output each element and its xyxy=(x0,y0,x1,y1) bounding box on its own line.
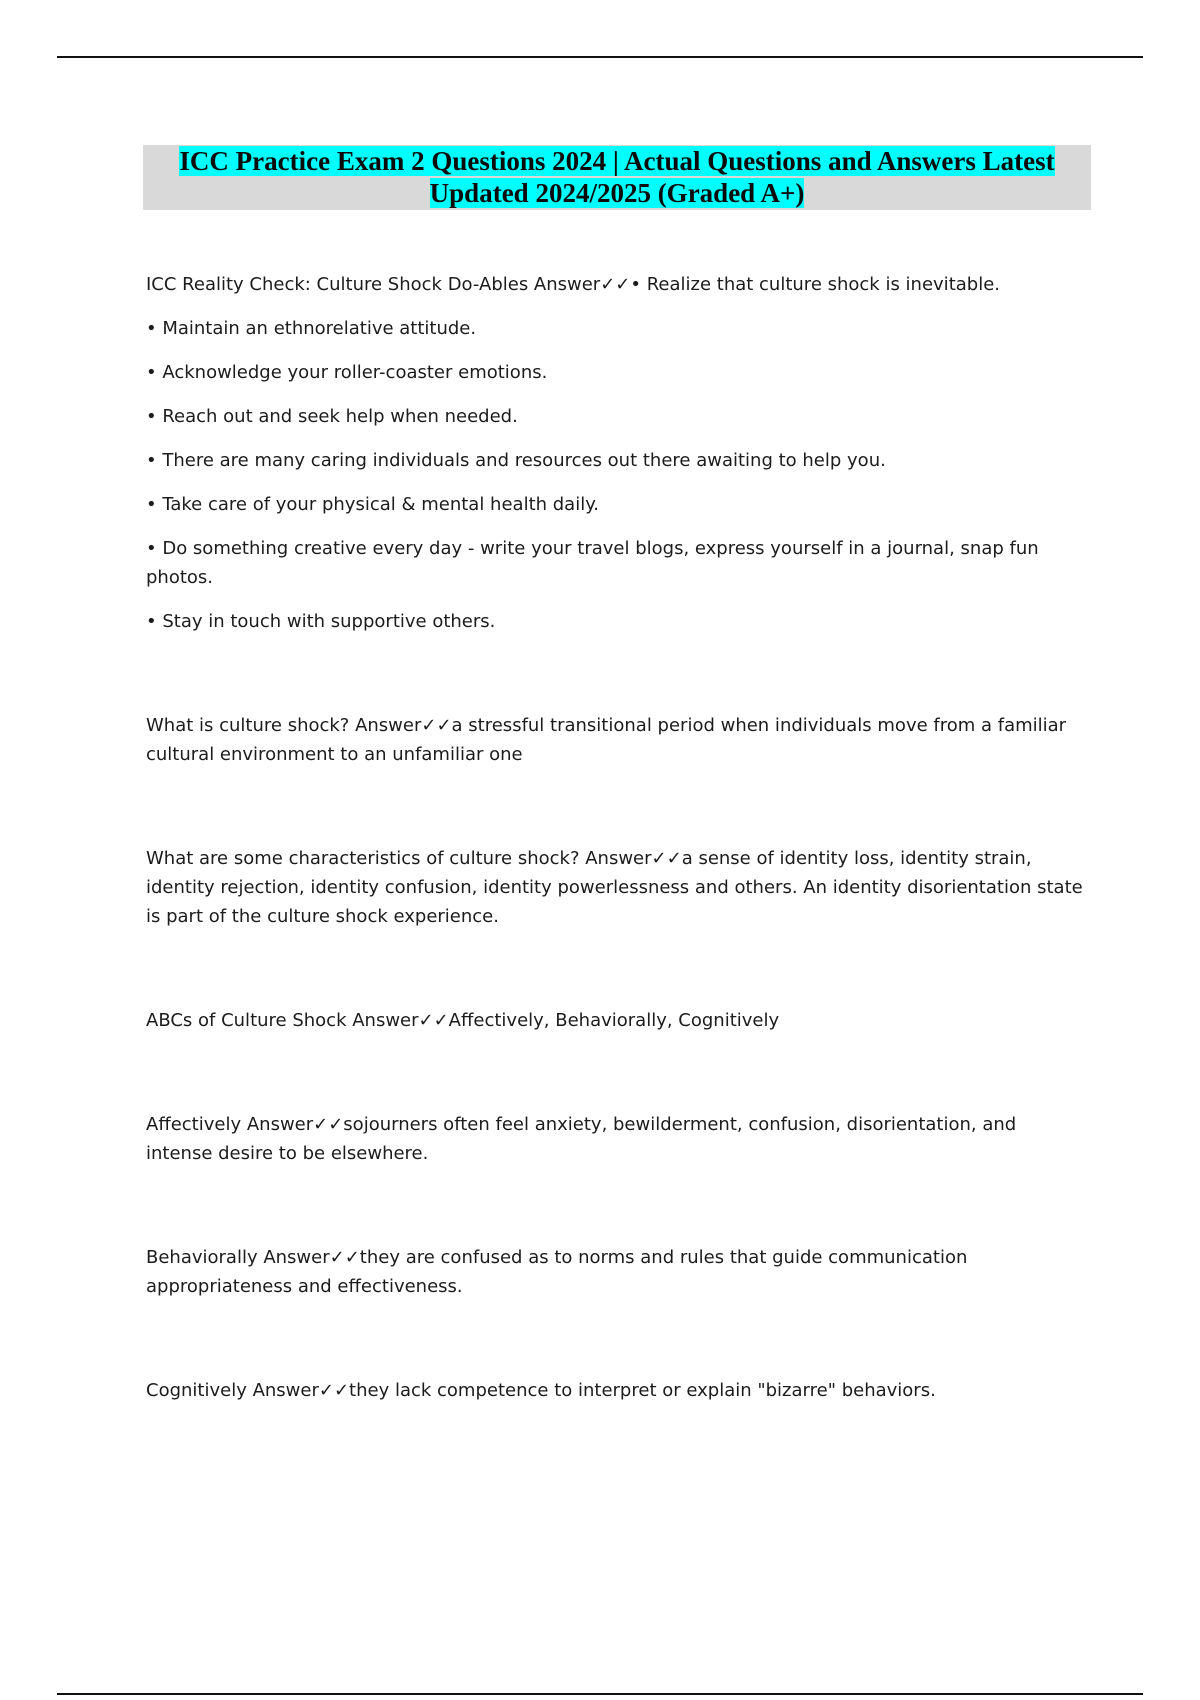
intro-paragraph: ICC Reality Check: Culture Shock Do-Ables Answer✓✓• Realize that culture shock is inevitable. xyxy=(146,274,1000,295)
list-item: • Acknowledge your roller-coaster emotions. xyxy=(146,362,548,383)
top-rule xyxy=(57,56,1143,58)
list-item: • Maintain an ethnorelative attitude. xyxy=(146,318,477,339)
qa-item: What is culture shock? Answer✓✓a stressful transitional period when individuals move from a familiar cultural environment to an unfamiliar one xyxy=(146,715,1067,765)
document-body xyxy=(146,270,1086,1405)
qa-item: Cognitively Answer✓✓they lack competence to interpret or explain "bizarre" behaviors. xyxy=(146,1380,936,1401)
list-item: • Stay in touch with supportive others. xyxy=(146,611,496,632)
document-title xyxy=(143,145,1091,210)
qa-item: Behaviorally Answer✓✓they are confused as to norms and rules that guide communication appropriateness and effectiveness. xyxy=(146,1247,968,1297)
list-item: • Do something creative every day - write your travel blogs, express yourself in a journal, snap fun photos. xyxy=(146,538,1039,588)
list-item: • Take care of your physical & mental health daily. xyxy=(146,494,600,515)
list-item: • Reach out and seek help when needed. xyxy=(146,406,518,427)
title-line-2: Updated 2024/2025 (Graded A+) xyxy=(429,178,805,208)
qa-item: Affectively Answer✓✓sojourners often feel anxiety, bewilderment, confusion, disorientation, and intense desire to be elsewhere. xyxy=(146,1114,1017,1164)
list-item: • There are many caring individuals and resources out there awaiting to help you. xyxy=(146,450,886,471)
qa-item: ABCs of Culture Shock Answer✓✓Affectively, Behaviorally, Cognitively xyxy=(146,1010,780,1031)
qa-item: What are some characteristics of culture shock? Answer✓✓a sense of identity loss, identity strain, identity rejection, identity confusion, identity powerlessness and others. An identity disorientation state is part of the culture shock experience. xyxy=(146,848,1083,927)
title-line-1: ICC Practice Exam 2 Questions 2024 | Actual Questions and Answers Latest xyxy=(179,146,1055,176)
bottom-rule xyxy=(57,1693,1143,1695)
